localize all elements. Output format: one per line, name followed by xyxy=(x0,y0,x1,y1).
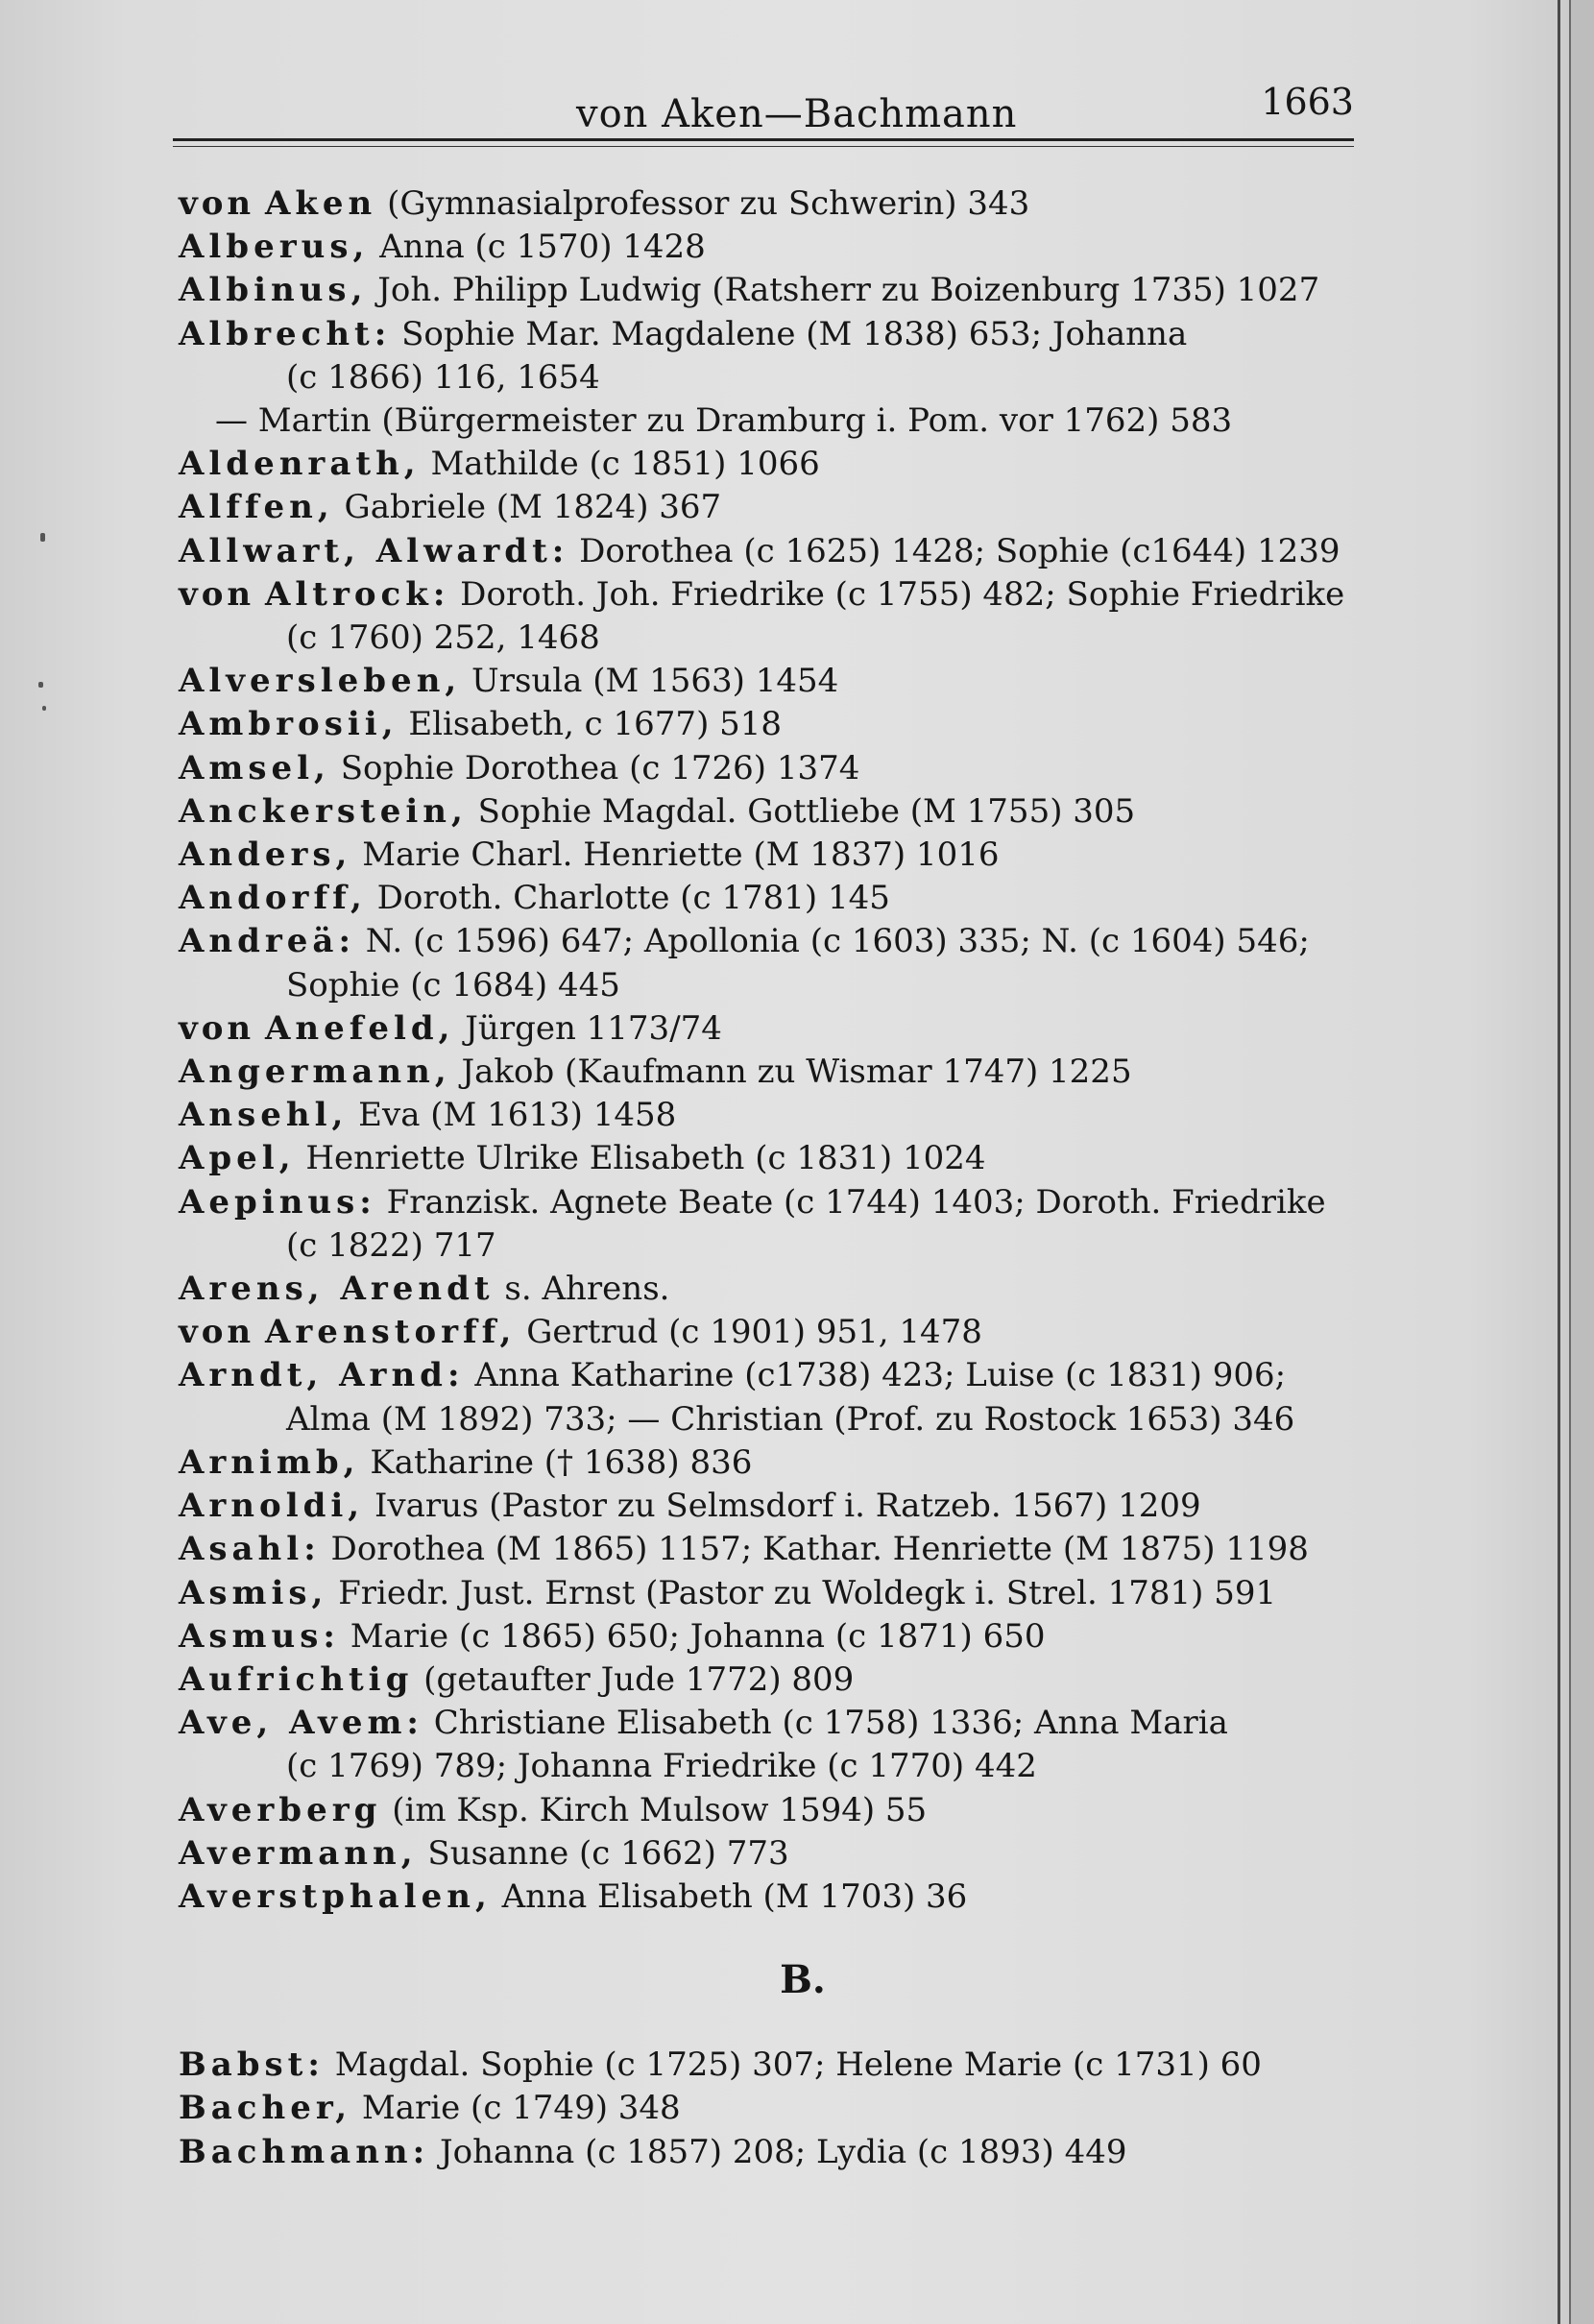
entry-details: Doroth. Charlotte (c 1781) 145 xyxy=(366,879,890,918)
entry-surname: Alffen, xyxy=(179,488,334,527)
entry-details: Eva (M 1613) 1458 xyxy=(348,1096,677,1135)
index-entry xyxy=(179,1572,1398,1615)
entry-continuation: (c 1866) 116, 1654 xyxy=(286,357,600,397)
index-entry xyxy=(179,1702,1398,1745)
entry-surname: Albinus, xyxy=(179,271,368,310)
entry-details: (Gymnasialprofessor zu Schwerin) 343 xyxy=(376,184,1030,223)
entry-surname: Ave, Avem: xyxy=(179,1704,423,1743)
entry-surname: Andorff, xyxy=(179,879,367,918)
scan-speck xyxy=(42,706,46,711)
entry-surname: Averberg xyxy=(179,1790,382,1829)
entry-details: Friedr. Just. Ernst (Pastor zu Woldegk i. Strel. 1781) 591 xyxy=(327,1573,1277,1612)
entry-surname: Babst: xyxy=(179,2046,325,2085)
index-body xyxy=(179,182,1398,2174)
header-rule xyxy=(173,138,1354,141)
index-entry xyxy=(179,2044,1398,2087)
entry-list-b xyxy=(179,2044,1398,2174)
index-entry xyxy=(179,920,1398,963)
entry-surname: Arnoldi, xyxy=(179,1487,365,1526)
index-entry xyxy=(179,834,1398,877)
entry-surname: Arens, Arendt xyxy=(179,1270,495,1309)
entry-surname: Anckerstein, xyxy=(179,791,468,831)
scan-speck xyxy=(40,533,45,542)
entry-continuation: (c 1769) 789; Johanna Friedrike (c 1770) 442 xyxy=(286,1747,1037,1786)
index-entry xyxy=(179,1094,1398,1137)
entry-subentry: — Martin (Bürgermeister zu Dramburg i. Pom. vor 1762) 583 xyxy=(215,401,1233,441)
entry-details: Marie Charl. Henriette (M 1837) 1016 xyxy=(351,835,1000,875)
entry-surname: Arnimb, xyxy=(179,1442,360,1482)
entry-surname: Amsel, xyxy=(179,748,330,787)
entry-details: Dorothea (M 1865) 1157; Kathar. Henriette (M 1875) 1198 xyxy=(320,1530,1309,1569)
page-number: 1663 xyxy=(1261,81,1354,123)
entry-surname: Alversleben, xyxy=(179,662,462,701)
entry-details: Dorothea (c 1625) 1428; Sophie (c1644) 1239 xyxy=(568,531,1340,570)
entry-surname: Avermann, xyxy=(179,1833,418,1873)
entry-details: Doroth. Joh. Friedrike (c 1755) 482; Sophie Friedrike xyxy=(449,574,1345,614)
entry-surname: Allwart, Alwardt: xyxy=(179,531,569,570)
index-entry xyxy=(179,1441,1398,1485)
entry-details: Jürgen 1173/74 xyxy=(454,1008,722,1048)
index-entry xyxy=(179,2131,1398,2174)
entry-surname: Aufrichtig xyxy=(179,1659,414,1699)
index-entry xyxy=(179,1354,1398,1397)
index-entry xyxy=(179,530,1398,573)
entry-list-a xyxy=(179,182,1398,1919)
entry-details: Sophie Mar. Magdalene (M 1838) 653; Johanna xyxy=(391,314,1188,353)
entry-prefix: von xyxy=(179,1313,255,1352)
entry-details: Ursula (M 1563) 1454 xyxy=(461,662,839,701)
entry-details: (im Ksp. Kirch Mulsow 1594) 55 xyxy=(381,1790,928,1829)
index-entry xyxy=(179,226,1398,269)
entry-details: Henriette Ulrike Elisabeth (c 1831) 1024 xyxy=(295,1139,986,1178)
entry-continuation: (c 1760) 252, 1468 xyxy=(286,618,600,658)
binding-shadow xyxy=(1571,0,1594,2324)
entry-surname: Arenstorff, xyxy=(264,1313,517,1352)
section-heading-b: B. xyxy=(780,1957,826,2003)
entry-details: Anna Katharine (c1738) 423; Luise (c 1831) 906; xyxy=(464,1356,1287,1395)
index-entry xyxy=(179,1268,1398,1311)
entry-details: Ivarus (Pastor zu Selmsdorf i. Ratzeb. 1567) 1209 xyxy=(364,1487,1201,1526)
entry-details: Marie (c 1865) 650; Johanna (c 1871) 650 xyxy=(339,1616,1046,1656)
entry-surname: Anefeld, xyxy=(264,1008,455,1048)
entry-surname: Ambrosii, xyxy=(179,705,398,744)
entry-surname: Asmus: xyxy=(179,1616,340,1656)
entry-surname: Ansehl, xyxy=(179,1096,349,1135)
page-edge-line xyxy=(1569,0,1571,2324)
running-title: von Aken—Bachmann xyxy=(576,92,1018,136)
entry-surname: Asahl: xyxy=(179,1530,321,1569)
scan-speck xyxy=(38,682,43,688)
index-entry xyxy=(179,1615,1398,1658)
entry-details: Katharine († 1638) 836 xyxy=(359,1442,753,1482)
entry-surname: Altrock: xyxy=(264,574,450,614)
entry-surname: Andreä: xyxy=(179,922,355,961)
page-header xyxy=(173,81,1354,150)
index-entry xyxy=(179,313,1398,356)
index-entry xyxy=(179,182,1398,226)
index-entry xyxy=(179,443,1398,486)
entry-details: Johanna (c 1857) 208; Lydia (c 1893) 449 xyxy=(429,2132,1127,2171)
entry-details: Sophie Dorothea (c 1726) 1374 xyxy=(329,748,860,787)
header-rule xyxy=(173,146,1354,147)
index-entry xyxy=(179,1051,1398,1094)
entry-details: N. (c 1596) 647; Apollonia (c 1603) 335; N. (c 1604) 546; xyxy=(355,922,1310,961)
entry-details: Elisabeth, c 1677) 518 xyxy=(398,705,783,744)
entry-details: (getaufter Jude 1772) 809 xyxy=(413,1659,855,1699)
entry-details: Anna Elisabeth (M 1703) 36 xyxy=(491,1876,968,1916)
entry-surname: Aken xyxy=(264,184,377,223)
index-entry xyxy=(179,1007,1398,1051)
index-entry xyxy=(179,1876,1398,1919)
entry-prefix: von xyxy=(179,574,255,614)
index-entry xyxy=(179,703,1398,746)
entry-surname: Aldenrath, xyxy=(179,445,421,484)
entry-prefix: von xyxy=(179,1008,255,1048)
index-entry xyxy=(179,486,1398,529)
entry-details: Marie (c 1749) 348 xyxy=(351,2089,681,2128)
entry-details: Anna (c 1570) 1428 xyxy=(369,228,706,267)
index-entry xyxy=(179,1832,1398,1876)
entry-details: Sophie Magdal. Gottliebe (M 1755) 305 xyxy=(467,791,1136,831)
entry-prefix: von xyxy=(179,184,255,223)
index-entry xyxy=(179,1658,1398,1702)
index-entry xyxy=(179,1137,1398,1180)
entry-surname: Bacher, xyxy=(179,2089,352,2128)
index-entry xyxy=(179,1789,1398,1832)
entry-details: s. Ahrens. xyxy=(494,1270,670,1309)
entry-surname: Apel, xyxy=(179,1139,296,1178)
entry-details: Gabriele (M 1824) 367 xyxy=(333,488,722,527)
entry-surname: Bachmann: xyxy=(179,2132,430,2171)
entry-surname: Albrecht: xyxy=(179,314,392,353)
entry-continuation: Alma (M 1892) 733; — Christian (Prof. zu Rostock 1653) 346 xyxy=(286,1399,1295,1439)
entry-details: Magdal. Sophie (c 1725) 307; Helene Marie (c 1731) 60 xyxy=(324,2046,1262,2085)
entry-surname: Anders, xyxy=(179,835,352,875)
index-entry xyxy=(179,1528,1398,1571)
index-entry xyxy=(179,790,1398,834)
index-entry xyxy=(179,747,1398,790)
index-entry xyxy=(179,269,1398,312)
entry-surname: Arndt, Arnd: xyxy=(179,1356,465,1395)
entry-surname: Angermann, xyxy=(179,1053,451,1092)
index-entry xyxy=(179,573,1398,617)
entry-surname: Aepinus: xyxy=(179,1182,376,1222)
page-edge-line xyxy=(1558,0,1560,2324)
entry-details: Jakob (Kaufmann zu Wismar 1747) 1225 xyxy=(450,1053,1132,1092)
entry-surname: Alberus, xyxy=(179,228,370,267)
entry-continuation: (c 1822) 717 xyxy=(286,1225,496,1265)
index-entry xyxy=(179,2087,1398,2130)
entry-continuation: Sophie (c 1684) 445 xyxy=(286,965,620,1005)
entry-surname: Asmis, xyxy=(179,1573,328,1612)
index-entry xyxy=(179,1485,1398,1528)
index-entry xyxy=(179,1311,1398,1354)
entry-details: Gertrud (c 1901) 951, 1478 xyxy=(516,1313,982,1352)
index-entry xyxy=(179,877,1398,920)
entry-details: Joh. Philipp Ludwig (Ratsherr zu Boizenburg 1735) 1027 xyxy=(367,271,1320,310)
entry-details: Christiane Elisabeth (c 1758) 1336; Anna Maria xyxy=(423,1704,1228,1743)
index-entry xyxy=(179,1181,1398,1224)
index-entry xyxy=(179,660,1398,703)
entry-details: Susanne (c 1662) 773 xyxy=(417,1833,789,1873)
entry-details: Franzisk. Agnete Beate (c 1744) 1403; Doroth. Friedrike xyxy=(375,1182,1326,1222)
entry-surname: Averstphalen, xyxy=(179,1876,492,1916)
entry-details: Mathilde (c 1851) 1066 xyxy=(420,445,820,484)
